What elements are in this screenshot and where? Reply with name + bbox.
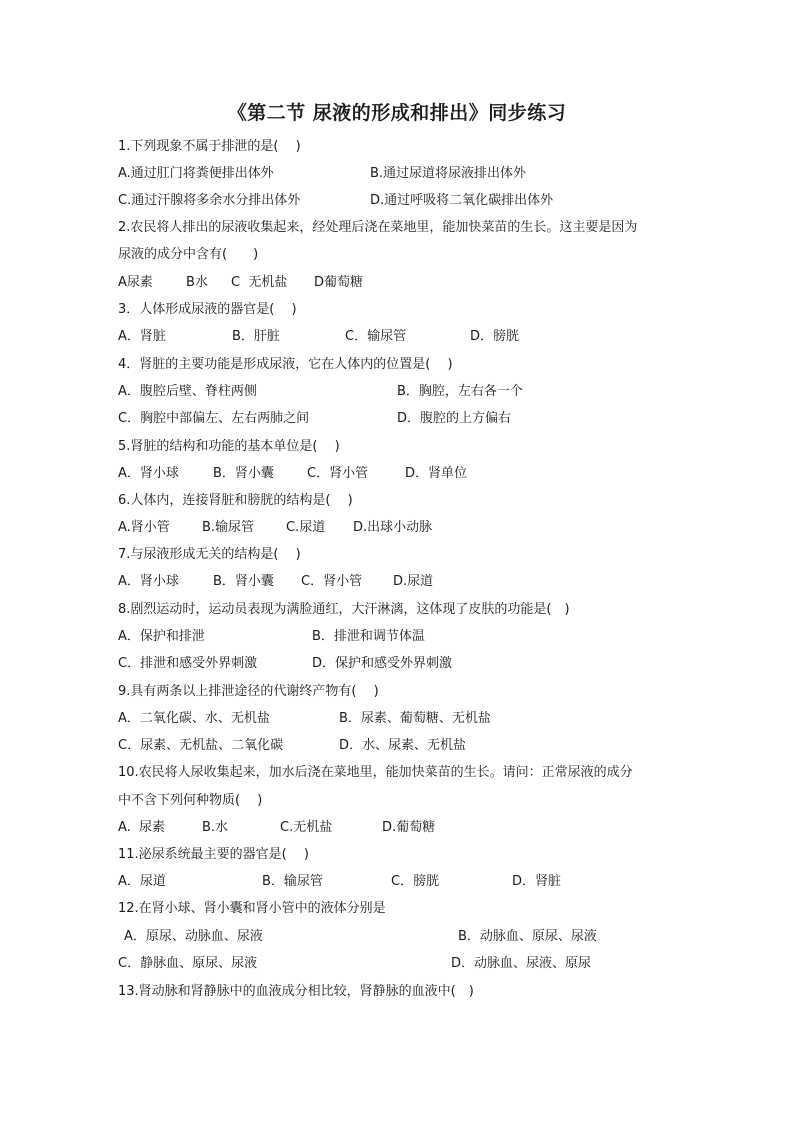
question-10-option-d: D.葡萄糖 bbox=[382, 820, 436, 835]
question-5-stem: 5.肾脏的结构和功能的基本单位是( ) bbox=[118, 439, 340, 454]
question-7-stem: 7.与尿液形成无关的结构是( ) bbox=[118, 547, 301, 562]
question-5-option-d: D．肾单位 bbox=[405, 466, 468, 481]
question-10-option-c: C.无机盐 bbox=[280, 820, 333, 835]
question-8-stem: 8.剧烈运动时，运动员表现为满脸通红，大汗淋漓，这体现了皮肤的功能是( ) bbox=[118, 602, 570, 617]
question-1-option-c: C.通过汗腺将多余水分排出体外 bbox=[118, 193, 301, 208]
question-2-option-a: A尿素 bbox=[118, 275, 153, 290]
question-12-stem: 12.在肾小球、肾小囊和肾小管中的液体分别是 bbox=[118, 901, 386, 916]
question-2-option-c: C 无机盐 bbox=[231, 275, 288, 290]
question-2-option-d: D葡萄糖 bbox=[314, 275, 364, 290]
question-4-stem: 4．肾脏的主要功能是形成尿液，它在人体内的位置是( ) bbox=[118, 357, 453, 372]
question-4-option-c: C．胸腔中部偏左、左右两肺之间 bbox=[118, 411, 310, 426]
question-8-option-a: A．保护和排泄 bbox=[118, 629, 205, 644]
question-6-option-c: C.尿道 bbox=[286, 520, 326, 535]
question-13-stem: 13.肾动脉和肾静脉中的血液成分相比较，肾静脉的血液中( ) bbox=[118, 984, 474, 999]
question-7-option-b: B．肾小囊 bbox=[213, 574, 274, 589]
question-1-stem: 1.下列现象不属于排泄的是( ) bbox=[118, 139, 301, 154]
question-3-option-a: A．肾脏 bbox=[118, 329, 166, 344]
question-11-option-d: D．肾脏 bbox=[512, 874, 562, 889]
question-3-option-d: D．膀胱 bbox=[470, 329, 520, 344]
question-7-option-c: C．肾小管 bbox=[301, 574, 363, 589]
question-1-option-b: B.通过尿道将尿液排出体外 bbox=[370, 166, 527, 181]
question-8-option-c: C．排泄和感受外界刺激 bbox=[118, 656, 258, 671]
question-6-option-b: B.输尿管 bbox=[202, 520, 255, 535]
question-5-option-b: B．肾小囊 bbox=[213, 466, 274, 481]
question-5-option-c: C．肾小管 bbox=[307, 466, 369, 481]
question-3-option-b: B．肝脏 bbox=[232, 329, 280, 344]
question-9-option-b: B．尿素、葡萄糖、无机盐 bbox=[339, 711, 491, 726]
question-10-stem-line2: 中不含下列何种物质( ) bbox=[118, 793, 263, 808]
question-4-option-a: A．腹腔后壁、脊柱两侧 bbox=[118, 384, 257, 399]
question-8-option-b: B．排泄和调节体温 bbox=[312, 629, 425, 644]
question-9-option-c: C．尿素、无机盐、二氧化碳 bbox=[118, 738, 284, 753]
question-10-stem-line1: 10.农民将人尿收集起来，加水后浇在菜地里，能加快菜苗的生长。请问：正常尿液的成分 bbox=[118, 765, 633, 780]
question-3-option-c: C．输尿管 bbox=[345, 329, 407, 344]
question-6-option-d: D.出球小动脉 bbox=[353, 520, 433, 535]
question-2-stem-line1: 2.农民将人排出的尿液收集起来，经处理后浇在菜地里，能加快菜苗的生长。这主要是因为 bbox=[118, 220, 638, 235]
question-10-option-b: B.水 bbox=[202, 820, 229, 835]
question-6-option-a: A.肾小管 bbox=[118, 520, 170, 535]
question-4-option-b: B．胸腔，左右各一个 bbox=[397, 384, 523, 399]
question-10-option-a: A. 尿素 bbox=[118, 820, 166, 835]
question-6-stem: 6.人体内，连接肾脏和膀胱的结构是( ) bbox=[118, 493, 353, 508]
question-9-option-d: D．水、尿素、无机盐 bbox=[339, 738, 467, 753]
question-1-option-a: A.通过肛门将粪便排出体外 bbox=[118, 166, 274, 181]
question-8-option-d: D．保护和感受外界刺激 bbox=[312, 656, 453, 671]
question-9-stem: 9.具有两条以上排泄途径的代谢终产物有( ) bbox=[118, 684, 379, 699]
question-11-option-a: A．尿道 bbox=[118, 874, 166, 889]
question-2-stem-line2: 尿液的成分中含有( ) bbox=[118, 247, 259, 262]
question-7-option-a: A．肾小球 bbox=[118, 574, 179, 589]
question-9-option-a: A．二氧化碳、水、无机盐 bbox=[118, 711, 270, 726]
question-11-stem: 11.泌尿系统最主要的器官是( ) bbox=[118, 847, 309, 862]
question-5-option-a: A．肾小球 bbox=[118, 466, 179, 481]
question-2-option-b: B水 bbox=[186, 275, 208, 290]
question-3-stem: 3．人体形成尿液的器官是( ) bbox=[118, 302, 297, 317]
question-11-option-c: C．膀胱 bbox=[391, 874, 440, 889]
question-7-option-d: D.尿道 bbox=[393, 574, 434, 589]
question-11-option-b: B．输尿管 bbox=[262, 874, 323, 889]
question-1-option-d: D.通过呼吸将二氧化碳排出体外 bbox=[370, 193, 554, 208]
question-4-option-d: D．腹腔的上方偏右 bbox=[397, 411, 512, 426]
question-12-option-a: A．原尿、动脉血、尿液 bbox=[124, 929, 263, 944]
question-12-option-c: C．静脉血、原尿、尿液 bbox=[118, 956, 258, 971]
page-title: 《第二节 尿液的形成和排出》同步练习 bbox=[227, 102, 567, 124]
question-12-option-d: D．动脉血、尿液、原尿 bbox=[451, 956, 592, 971]
question-12-option-b: B．动脉血、原尿、尿液 bbox=[458, 929, 597, 944]
